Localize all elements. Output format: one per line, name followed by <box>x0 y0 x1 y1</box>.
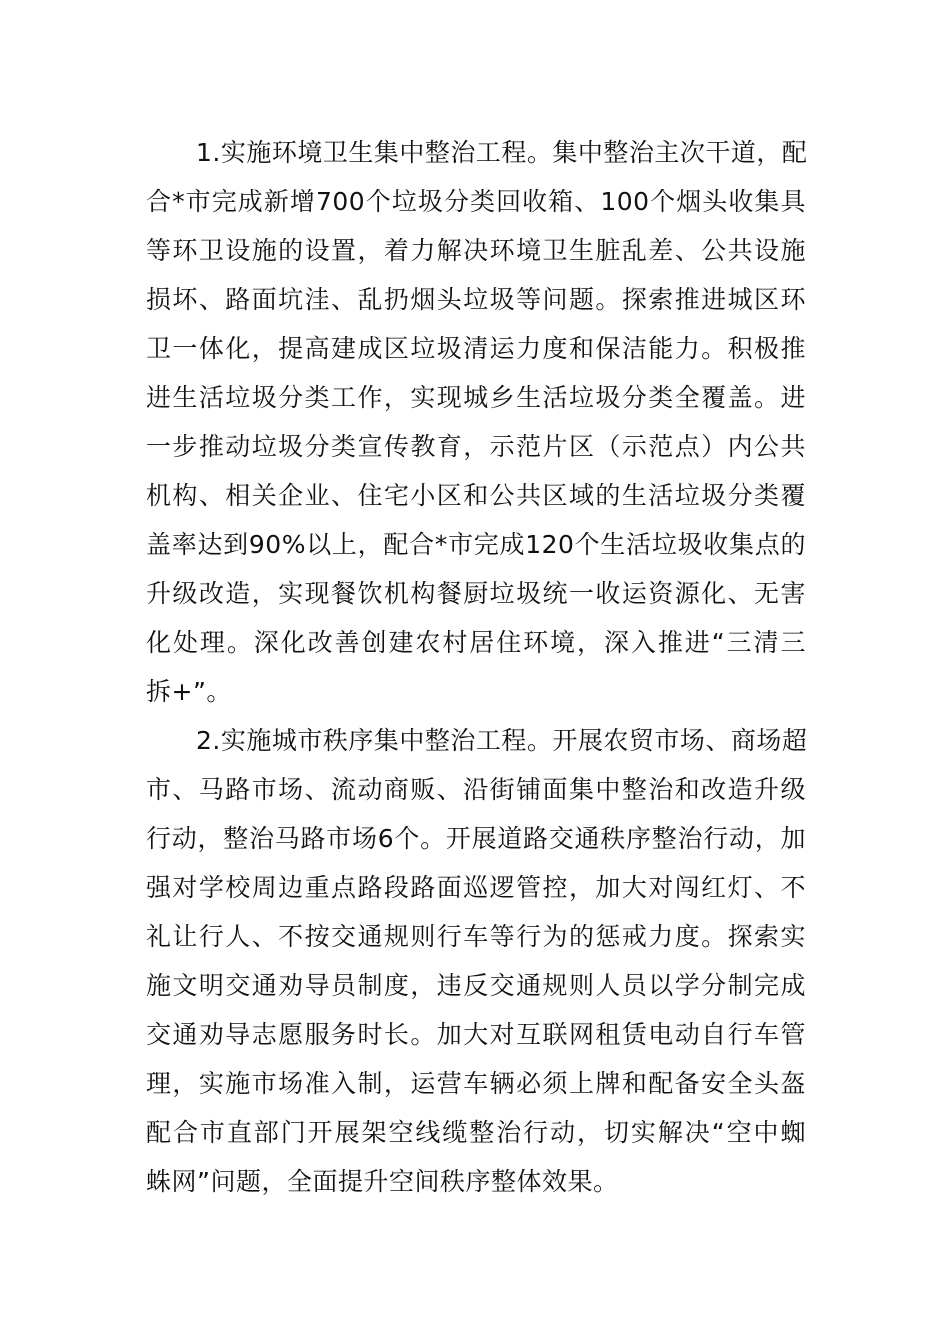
paragraph-line: 机构、相关企业、住宅小区和公共区域的生活垃圾分类覆 <box>146 481 806 510</box>
paragraph-line: 进生活垃圾分类工作，实现城乡生活垃圾分类全覆盖。进 <box>146 383 806 412</box>
paragraph-1 <box>146 128 806 716</box>
paragraph-line: 卫一体化，提高建成区垃圾清运力度和保洁能力。积极推 <box>146 334 806 363</box>
paragraph-line: 市、马路市场、流动商贩、沿街铺面集中整治和改造升级 <box>146 775 806 804</box>
paragraph-line: 拆+”。 <box>146 677 232 706</box>
paragraph-line: 配合市直部门开展架空线缆整治行动，切实解决“空中蜘 <box>146 1118 806 1147</box>
paragraph-line: 损坏、路面坑洼、乱扔烟头垃圾等问题。探索推进城区环 <box>146 285 806 314</box>
paragraph-line: 2.实施城市秩序集中整治工程。开展农贸市场、商场超 <box>196 726 808 755</box>
paragraph-line: 合*市完成新增700个垃圾分类回收箱、100个烟头收集具 <box>146 187 806 216</box>
paragraph-line: 1.实施环境卫生集中整治工程。集中整治主次干道，配 <box>196 138 808 167</box>
paragraph-line: 蛛网”问题，全面提升空间秩序整体效果。 <box>146 1167 619 1196</box>
paragraph-line: 升级改造，实现餐饮机构餐厨垃圾统一收运资源化、无害 <box>146 579 806 608</box>
paragraph-line: 交通劝导志愿服务时长。加大对互联网租赁电动自行车管 <box>146 1020 806 1049</box>
paragraph-line: 一步推动垃圾分类宣传教育，示范片区（示范点）内公共 <box>146 432 806 461</box>
paragraph-line: 盖率达到90%以上，配合*市完成120个生活垃圾收集点的 <box>146 530 806 559</box>
paragraph-line: 化处理。深化改善创建农村居住环境，深入推进“三清三 <box>146 628 806 657</box>
paragraph-line: 施文明交通劝导员制度，违反交通规则人员以学分制完成 <box>146 971 806 1000</box>
document-body <box>146 128 806 1206</box>
paragraph-line: 强对学校周边重点路段路面巡逻管控，加大对闯红灯、不 <box>146 873 806 902</box>
paragraph-line: 行动，整治马路市场6个。开展道路交通秩序整治行动，加 <box>146 824 806 853</box>
paragraph-line: 理，实施市场准入制，运营车辆必须上牌和配备安全头盔 <box>146 1069 806 1098</box>
paragraph-2 <box>146 716 806 1206</box>
paragraph-line: 礼让行人、不按交通规则行车等行为的惩戒力度。探索实 <box>146 922 806 951</box>
paragraph-line: 等环卫设施的设置，着力解决环境卫生脏乱差、公共设施 <box>146 236 806 265</box>
